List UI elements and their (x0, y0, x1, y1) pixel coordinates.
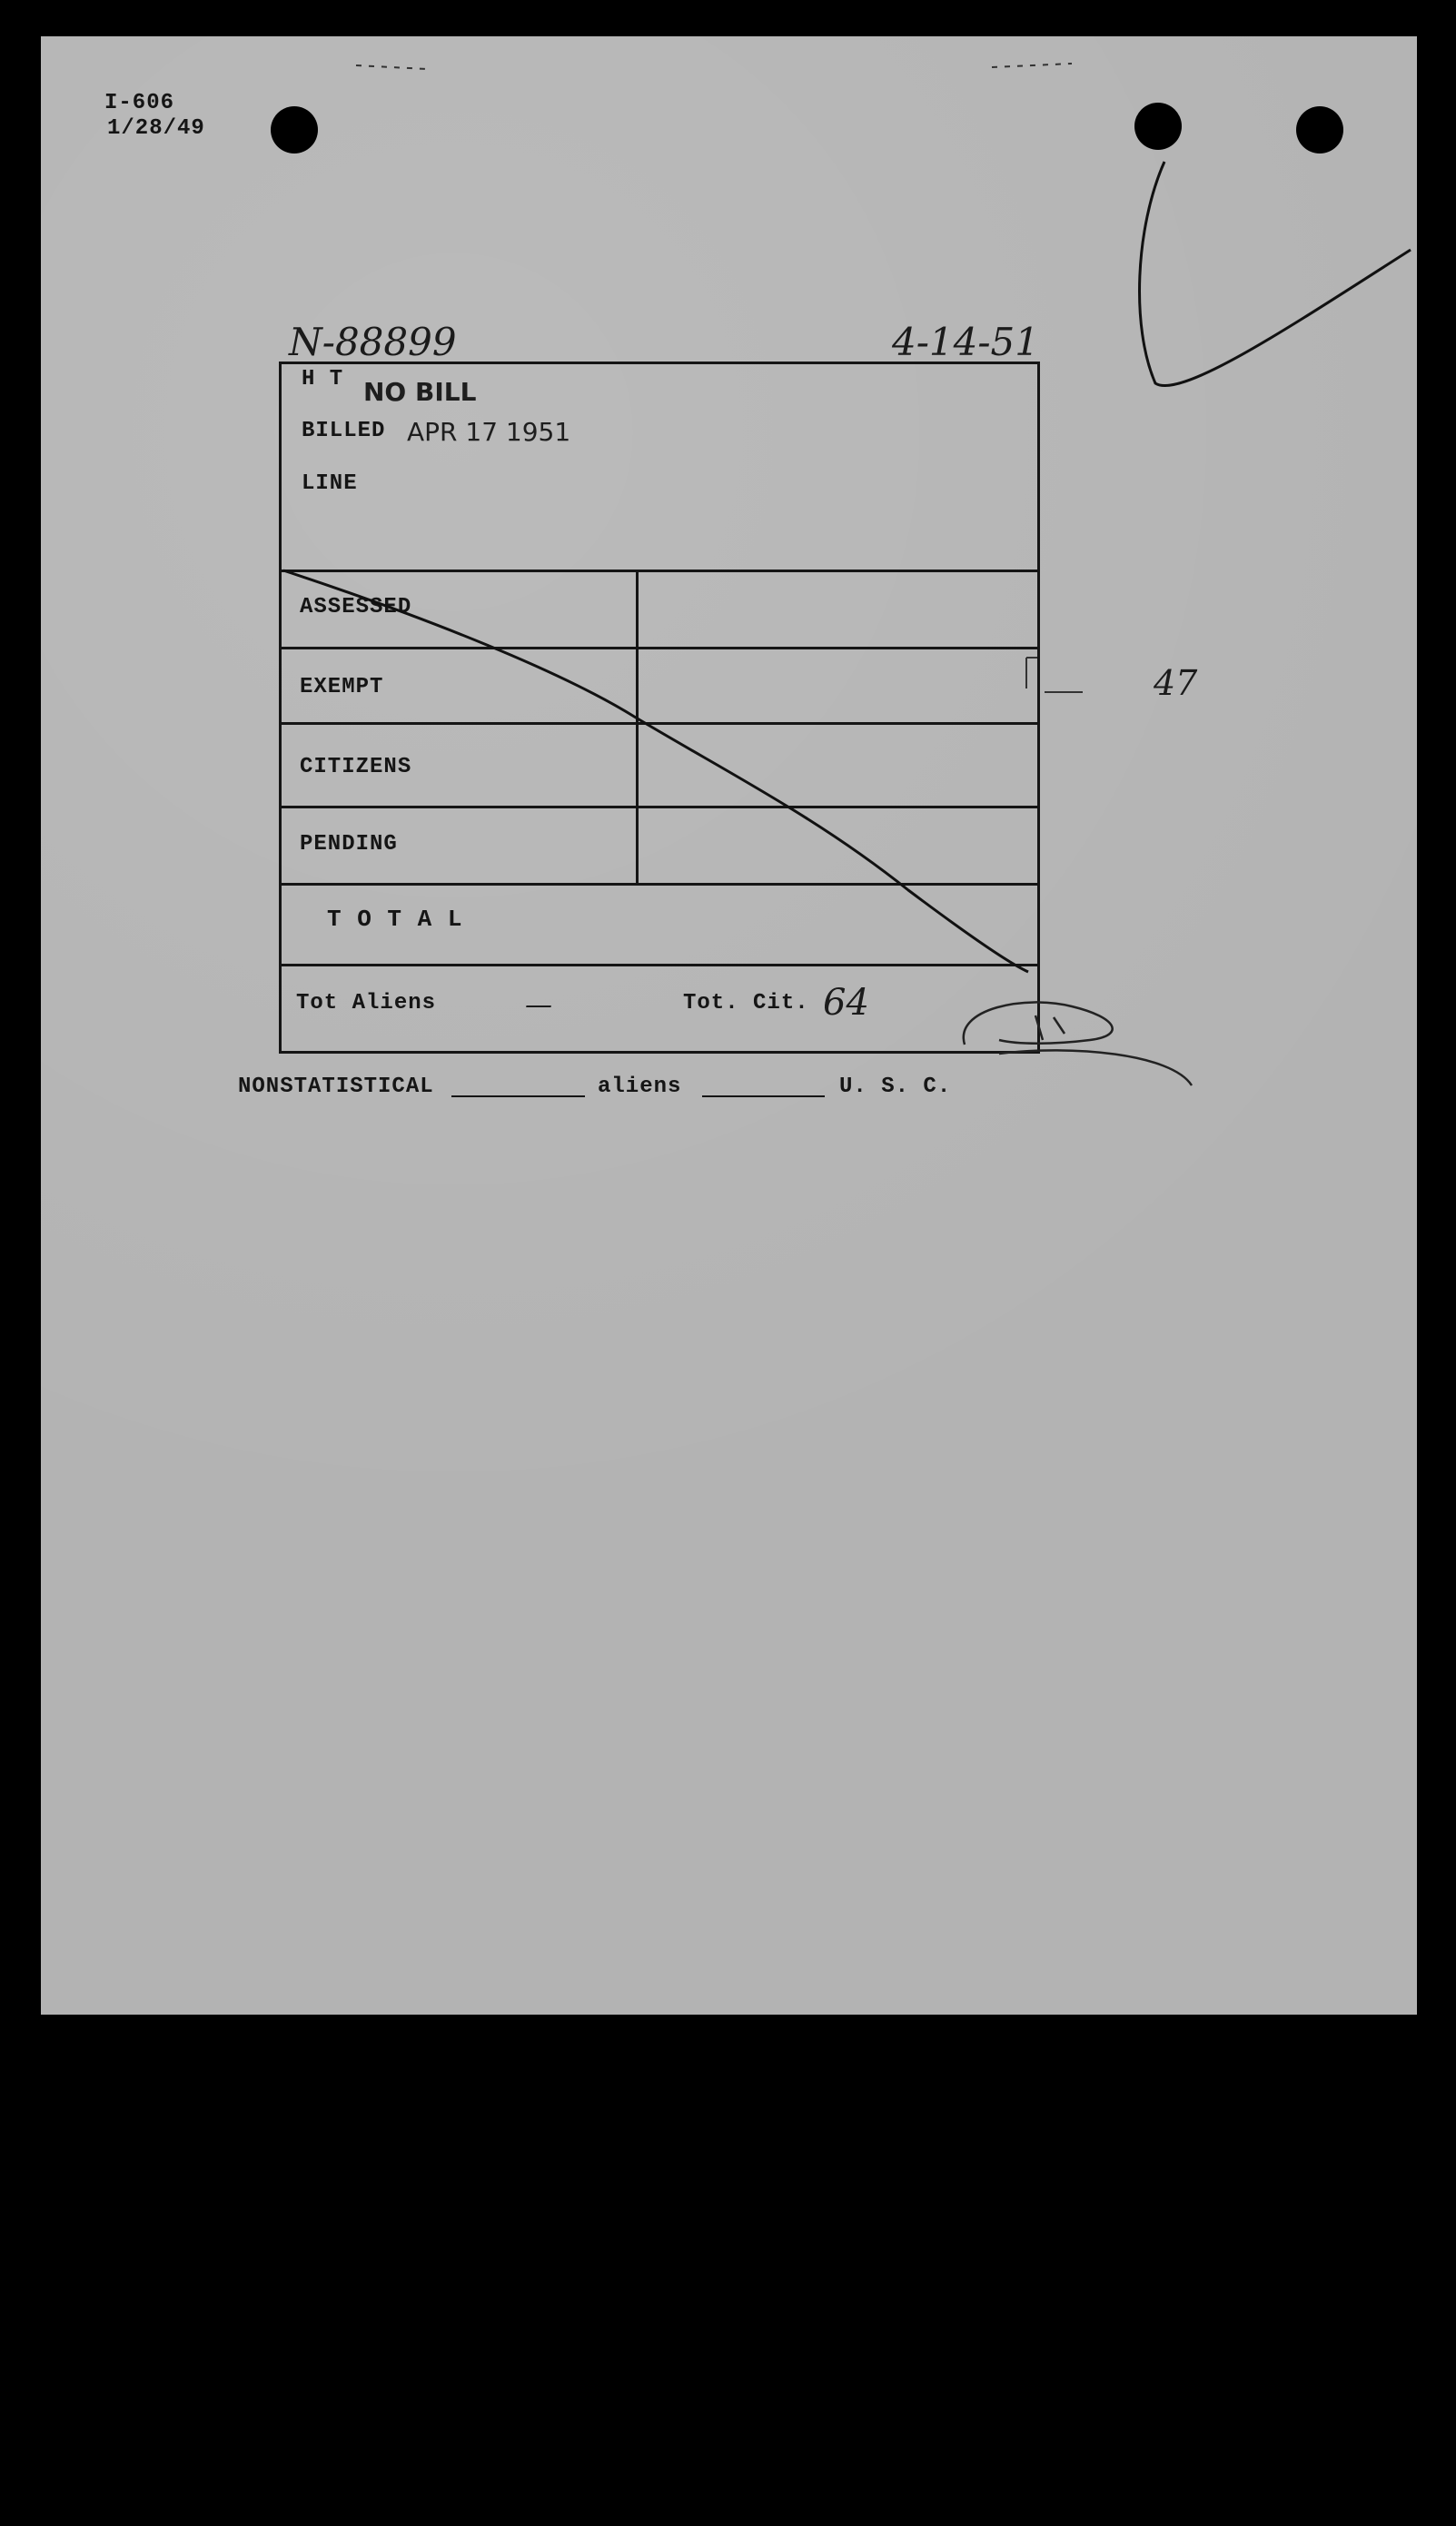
margin-bracket (1026, 658, 1083, 692)
no-bill-stamp: NO BILL (363, 377, 477, 407)
table-cancel-stroke (283, 570, 1028, 972)
tot-aliens-value: — (525, 989, 552, 1021)
tot-cit-label: Tot. Cit. (683, 991, 809, 1015)
row-label-pending: PENDING (300, 832, 398, 857)
tot-cit-value: 64 (823, 982, 869, 1024)
check-mark (1140, 162, 1411, 386)
initials-scribble (964, 1002, 1192, 1085)
billed-label: BILLED (302, 419, 386, 443)
billed-date-stamp: APR 17 1951 (407, 417, 571, 447)
line-label: LINE (302, 471, 358, 496)
margin-note: 47 (1154, 663, 1198, 703)
form-date: 1/28/49 (107, 116, 205, 141)
record-date: 4-14-51 (892, 320, 1039, 364)
row-label-exempt: EXEMPT (300, 675, 384, 699)
aliens-label: aliens (598, 1075, 682, 1099)
top-marks (356, 64, 1072, 69)
tot-aliens-label: Tot Aliens (296, 991, 437, 1015)
ht-label: H T (302, 367, 344, 391)
usc-label: U. S. C. (839, 1075, 952, 1099)
form-number: I-606 (104, 91, 175, 115)
row-label-assessed: ASSESSED (300, 595, 412, 619)
row-label-citizens: CITIZENS (300, 755, 412, 779)
total-label: T O T A L (327, 906, 463, 933)
manifest-number: N-88899 (289, 320, 457, 364)
nonstatistical-label: NONSTATISTICAL (238, 1075, 434, 1099)
